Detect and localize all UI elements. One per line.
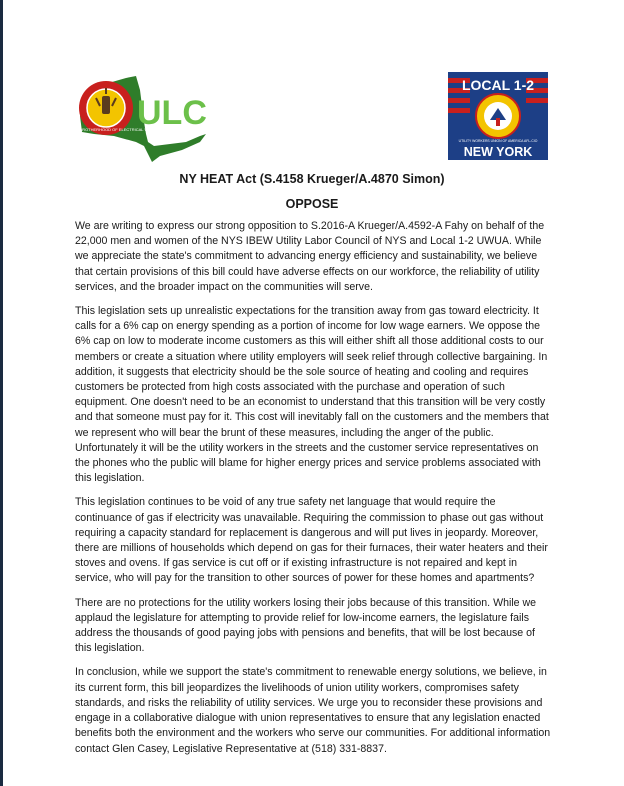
ulc-wordmark: ULC <box>137 94 207 132</box>
local-1-2-logo <box>448 72 548 160</box>
paragraph-opposition: We are writing to express our strong opposition to S.2016-A Krueger/A.4592-A Fahy on behalf of the 22,000 men and women of the NYS IBEW Utility Labor Council of NYS and Local 1-2 UWUA. While we appreciate the state's commitment to advancing energy efficiency and sustainability, we believe that certain provisions of this bill could have adverse effects on our workforce, the reliability of utility services, and the broader impact on the communities will serve. <box>75 220 545 293</box>
local-logo-title: LOCAL 1-2 <box>461 77 535 93</box>
position-heading: OPPOSE <box>285 197 339 211</box>
letter-body <box>75 219 553 766</box>
paragraph-expectations: This legislation sets up unrealistic expectations for the transition away from gas toward electricity. It calls for a 6% cap on energy spending as a portion of income for low wage earners. We oppose the 6% cap on low to moderate income customers as this will either shift all those additional costs to our members or create a situation where utility employers will seek relief through collective bargaining. In addition, it suggests that electricity should be the sole source of heating and cooling and requires customers be protected from high costs associated with the purchase and operation of such equipment. One doesn't need to be an economist to understand that this transition will be very costly and that someone must pay for it. This cost will inevitably fall on the customers and the members that we represent who will bear the brunt of these measures, including the anger of the public. Unfortunately it will be the utility workers in the streets and the customer service representatives on the phones who the public will blame for higher energy prices and service problems associated with this legislation. <box>75 305 549 485</box>
ulc-logo <box>46 72 214 164</box>
paragraph-safety-net: This legislation continues to be void of any true safety net language that would require the continuance of gas if electricity was unavailable. Requiring the commission to phase out gas without requiring a capacity standard for replacement is dangerous and will put lives in jeopardy. Moreover, there are millions of households which depend on gas for their furnaces, their water heaters and their stoves and ovens. If gas service is cut off or if existing infrastructure is not repaired and kept in service, who will pay for the transition to other sources of power for these homes and apartments? <box>75 496 548 585</box>
page-edge-rule <box>0 0 3 786</box>
paragraph-job-protections: There are no protections for the utility workers losing their jobs because of this transition. While we applaud the legislature for attempting to provide relief for low-income earners, the legislature fails address the thousands of good paying jobs with pensions and benefits, that will be lost because of this legislation. <box>75 596 537 655</box>
local-logo-location: NEW YORK <box>463 145 533 159</box>
uwua-seal-text: UTILITY WORKERS UNION OF AMERICA AFL-CIO <box>458 139 538 143</box>
ibew-seal-text: INTERNATIONAL BROTHERHOOD OF ELECTRICAL WORKERS <box>46 127 166 132</box>
paragraph-conclusion: In conclusion, while we support the state's commitment to renewable energy solutions, we believe, in its current form, this bill jeopardizes the livelihoods of union utility workers, compromises safety standards, and risks the reliability of utility services. We urge you to reconsider these provisions and engage in a collaborative dialogue with union representatives to ensure that any legislation enacted benefits both the environment and the workers who serve our communities. For additional information contact Glen Casey, Legislative Representative at (518) 331-8837. <box>75 666 551 755</box>
document-title: NY HEAT Act (S.4158 Krueger/A.4870 Simon) <box>179 172 445 186</box>
